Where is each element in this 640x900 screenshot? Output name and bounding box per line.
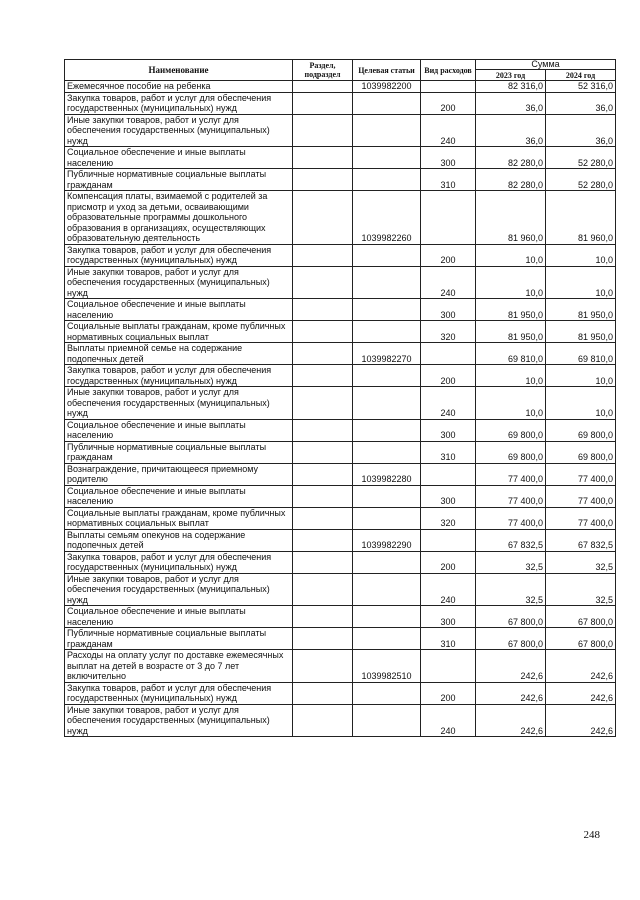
table-row [65,606,616,628]
cell-2023: 242,6 [476,650,546,683]
cell-name: Социальное обеспечение и иные выплаты населению [65,606,293,628]
cell-2024: 67 800,0 [546,628,616,650]
table-row [65,114,616,147]
cell-2023: 32,5 [476,551,546,573]
cell-type: 200 [421,682,476,704]
cell-2023: 77 400,0 [476,463,546,485]
cell-section [293,387,353,420]
cell-type [421,650,476,683]
cell-name: Иные закупки товаров, работ и услуг для обеспечения государственных (муниципальных) нужд [65,387,293,420]
cell-2023: 32,5 [476,573,546,606]
table-body [65,81,616,737]
cell-name: Иные закупки товаров, работ и услуг для обеспечения государственных (муниципальных) нужд [65,704,293,737]
cell-section [293,419,353,441]
cell-type: 240 [421,704,476,737]
cell-name: Закупка товаров, работ и услуг для обеспечения государственных (муниципальных) нужд [65,244,293,266]
cell-2023: 67 800,0 [476,606,546,628]
cell-section [293,299,353,321]
table-row [65,529,616,551]
cell-section [293,266,353,299]
cell-target [353,485,421,507]
cell-target [353,147,421,169]
cell-2023: 82 280,0 [476,169,546,191]
cell-section [293,343,353,365]
cell-2024: 10,0 [546,387,616,420]
cell-2024: 242,6 [546,650,616,683]
cell-2023: 82 280,0 [476,147,546,169]
header-name: Наименование [65,60,293,81]
cell-name: Компенсация платы, взимаемой с родителей за присмотр и уход за детьми, осваивающими образовательные программы дошкольного образования в организациях, осуществляющих образовательную деятельность [65,191,293,245]
cell-2024: 52 280,0 [546,147,616,169]
cell-target: 1039982280 [353,463,421,485]
cell-name: Социальные выплаты гражданам, кроме публичных нормативных социальных выплат [65,321,293,343]
cell-section [293,551,353,573]
cell-2023: 77 400,0 [476,507,546,529]
cell-section [293,485,353,507]
cell-type: 310 [421,441,476,463]
cell-section [293,507,353,529]
cell-2024: 67 800,0 [546,606,616,628]
table-row [65,573,616,606]
cell-section [293,606,353,628]
cell-name: Социальные выплаты гражданам, кроме публичных нормативных социальных выплат [65,507,293,529]
table-row [65,266,616,299]
cell-type [421,463,476,485]
cell-2023: 82 316,0 [476,81,546,93]
table-row [65,419,616,441]
cell-type: 310 [421,628,476,650]
cell-target [353,551,421,573]
header-target: Целевая статьи [353,60,421,81]
cell-2024: 67 832,5 [546,529,616,551]
cell-target [353,299,421,321]
cell-2024: 52 316,0 [546,81,616,93]
budget-table-container [64,59,615,737]
cell-2024: 32,5 [546,551,616,573]
cell-section [293,114,353,147]
page-number: 248 [583,829,600,841]
cell-name: Выплаты приемной семье на содержание подопечных детей [65,343,293,365]
cell-target [353,606,421,628]
cell-section [293,147,353,169]
cell-2024: 52 280,0 [546,169,616,191]
table-row [65,244,616,266]
table-row [65,650,616,683]
cell-type [421,343,476,365]
table-row [65,507,616,529]
cell-section [293,628,353,650]
cell-type: 310 [421,169,476,191]
cell-2023: 81 950,0 [476,299,546,321]
cell-name: Публичные нормативные социальные выплаты гражданам [65,169,293,191]
cell-target: 1039982270 [353,343,421,365]
table-row [65,191,616,245]
budget-table [64,59,616,737]
cell-2024: 36,0 [546,92,616,114]
cell-2024: 81 950,0 [546,299,616,321]
cell-type: 240 [421,266,476,299]
cell-target [353,92,421,114]
cell-name: Социальное обеспечение и иные выплаты населению [65,419,293,441]
cell-section [293,244,353,266]
cell-2024: 69 800,0 [546,419,616,441]
table-row [65,365,616,387]
table-row [65,682,616,704]
cell-2024: 10,0 [546,266,616,299]
cell-section [293,463,353,485]
cell-2024: 242,6 [546,704,616,737]
cell-target [353,387,421,420]
header-sum: Сумма [476,60,616,70]
cell-name: Публичные нормативные социальные выплаты гражданам [65,628,293,650]
cell-name: Закупка товаров, работ и услуг для обеспечения государственных (муниципальных) нужд [65,92,293,114]
header-type: Вид расходов [421,60,476,81]
cell-2024: 77 400,0 [546,507,616,529]
cell-2023: 242,6 [476,682,546,704]
cell-name: Вознаграждение, причитающееся приемному родителю [65,463,293,485]
cell-2024: 242,6 [546,682,616,704]
cell-target: 1039982290 [353,529,421,551]
cell-2024: 77 400,0 [546,485,616,507]
cell-section [293,365,353,387]
cell-section [293,441,353,463]
cell-2023: 69 800,0 [476,419,546,441]
cell-type [421,191,476,245]
cell-name: Социальное обеспечение и иные выплаты населению [65,147,293,169]
cell-2024: 69 810,0 [546,343,616,365]
cell-type: 300 [421,485,476,507]
cell-target: 1039982510 [353,650,421,683]
cell-section [293,650,353,683]
cell-name: Иные закупки товаров, работ и услуг для обеспечения государственных (муниципальных) нужд [65,266,293,299]
table-row [65,299,616,321]
cell-section [293,682,353,704]
cell-2024: 81 960,0 [546,191,616,245]
cell-2023: 10,0 [476,244,546,266]
cell-type: 300 [421,147,476,169]
cell-2024: 36,0 [546,114,616,147]
cell-type: 300 [421,606,476,628]
cell-section [293,191,353,245]
cell-name: Расходы на оплату услуг по доставке ежемесячных выплат на детей в возрасте от 3 до 7 лет включительно [65,650,293,683]
cell-type [421,81,476,93]
cell-target [353,573,421,606]
table-row [65,441,616,463]
cell-name: Выплаты семьям опекунов на содержание подопечных детей [65,529,293,551]
cell-section [293,81,353,93]
cell-name: Социальное обеспечение и иные выплаты населению [65,299,293,321]
cell-type: 320 [421,321,476,343]
cell-target [353,682,421,704]
cell-2023: 77 400,0 [476,485,546,507]
cell-2023: 81 960,0 [476,191,546,245]
cell-type: 300 [421,419,476,441]
table-row [65,485,616,507]
cell-2023: 10,0 [476,266,546,299]
table-row [65,147,616,169]
cell-name: Иные закупки товаров, работ и услуг для обеспечения государственных (муниципальных) нужд [65,114,293,147]
cell-type: 200 [421,92,476,114]
cell-target [353,365,421,387]
cell-target [353,441,421,463]
cell-2023: 10,0 [476,365,546,387]
cell-name: Иные закупки товаров, работ и услуг для обеспечения государственных (муниципальных) нужд [65,573,293,606]
cell-name: Закупка товаров, работ и услуг для обеспечения государственных (муниципальных) нужд [65,682,293,704]
table-row [65,628,616,650]
cell-target [353,628,421,650]
cell-2023: 69 810,0 [476,343,546,365]
header-year-2024: 2024 год [546,70,616,81]
cell-type: 200 [421,551,476,573]
table-row [65,81,616,93]
cell-type: 200 [421,365,476,387]
cell-name: Закупка товаров, работ и услуг для обеспечения государственных (муниципальных) нужд [65,365,293,387]
cell-target: 1039982260 [353,191,421,245]
cell-section [293,704,353,737]
cell-type: 200 [421,244,476,266]
header-year-2023: 2023 год [476,70,546,81]
cell-2023: 36,0 [476,92,546,114]
cell-target [353,704,421,737]
cell-target [353,507,421,529]
cell-2023: 81 950,0 [476,321,546,343]
cell-type: 240 [421,114,476,147]
cell-name: Социальное обеспечение и иные выплаты населению [65,485,293,507]
cell-2024: 10,0 [546,244,616,266]
cell-name: Публичные нормативные социальные выплаты гражданам [65,441,293,463]
table-row [65,704,616,737]
cell-type: 300 [421,299,476,321]
cell-2023: 67 800,0 [476,628,546,650]
table-row [65,169,616,191]
cell-type: 320 [421,507,476,529]
table-row [65,321,616,343]
cell-section [293,321,353,343]
table-row [65,387,616,420]
cell-section [293,92,353,114]
cell-target [353,114,421,147]
cell-target [353,321,421,343]
cell-name: Закупка товаров, работ и услуг для обеспечения государственных (муниципальных) нужд [65,551,293,573]
cell-target [353,244,421,266]
cell-target: 1039982200 [353,81,421,93]
table-row [65,463,616,485]
cell-2023: 242,6 [476,704,546,737]
cell-target [353,169,421,191]
table-row [65,92,616,114]
cell-type: 240 [421,387,476,420]
cell-section [293,529,353,551]
cell-2023: 10,0 [476,387,546,420]
cell-type [421,529,476,551]
table-row [65,343,616,365]
header-section: Раздел, подраздел [293,60,353,81]
table-header [65,60,616,81]
cell-2024: 10,0 [546,365,616,387]
cell-2024: 77 400,0 [546,463,616,485]
cell-section [293,573,353,606]
cell-2023: 69 800,0 [476,441,546,463]
cell-type: 240 [421,573,476,606]
cell-target [353,419,421,441]
cell-name: Ежемесячное пособие на ребенка [65,81,293,93]
cell-2023: 36,0 [476,114,546,147]
cell-2024: 81 950,0 [546,321,616,343]
cell-2023: 67 832,5 [476,529,546,551]
cell-target [353,266,421,299]
cell-2024: 69 800,0 [546,441,616,463]
cell-section [293,169,353,191]
table-row [65,551,616,573]
cell-2024: 32,5 [546,573,616,606]
